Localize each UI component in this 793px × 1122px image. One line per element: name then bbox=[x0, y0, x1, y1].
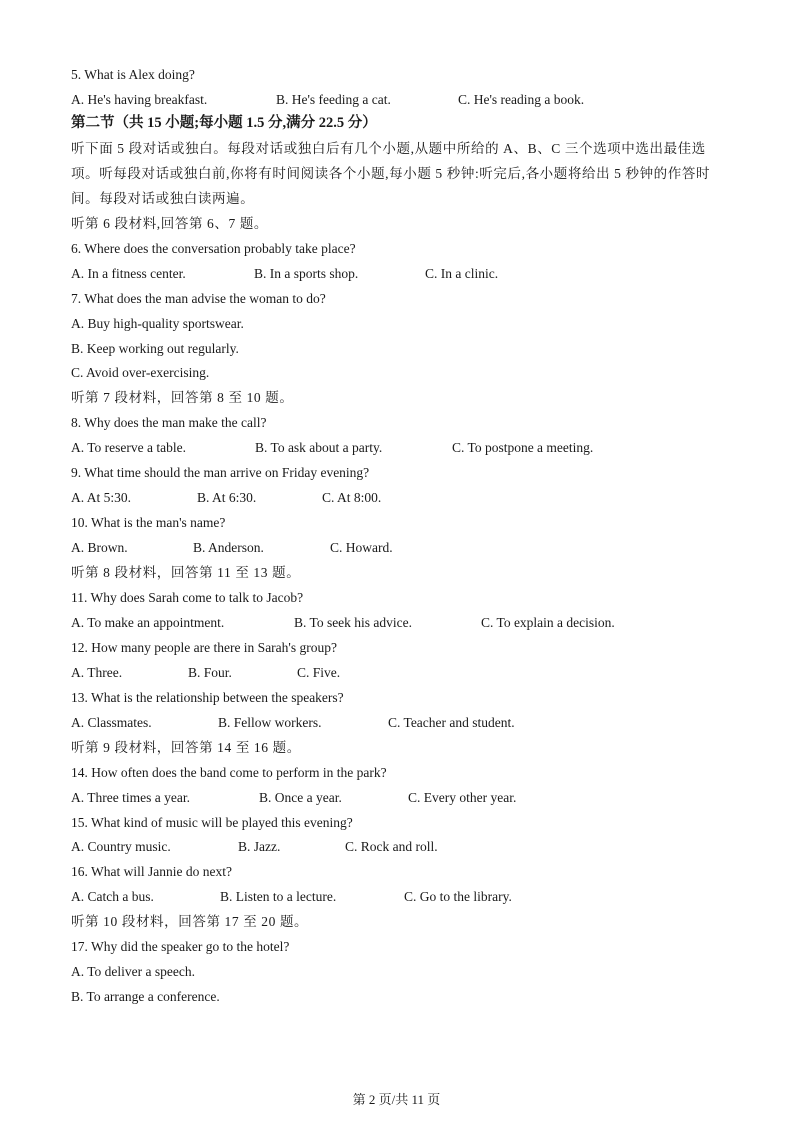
question-11-option-a: A. To make an appointment. bbox=[71, 615, 225, 630]
question-16-stem: 16. What will Jannie do next? bbox=[71, 864, 232, 879]
question-13-option-c: C. Teacher and student. bbox=[388, 715, 515, 730]
question-10-stem: 10. What is the man's name? bbox=[71, 515, 226, 530]
question-9-option-b: B. At 6:30. bbox=[197, 490, 257, 505]
question-6-option-a: A. In a fitness center. bbox=[71, 266, 186, 281]
passage-6-heading: 听第 6 段材料,回答第 6、7 题。 bbox=[71, 216, 269, 231]
question-10-option-c: C. Howard. bbox=[330, 540, 393, 555]
question-11-option-b: B. To seek his advice. bbox=[294, 615, 413, 630]
question-12-option-c: C. Five. bbox=[297, 665, 341, 680]
question-7-option-a: A. Buy high-quality sportswear. bbox=[71, 316, 244, 331]
question-17-option-b: B. To arrange a conference. bbox=[71, 989, 220, 1004]
question-17-stem: 17. Why did the speaker go to the hotel? bbox=[71, 939, 290, 954]
question-11-stem: 11. Why does Sarah come to talk to Jacob? bbox=[71, 590, 304, 605]
question-14-option-c: C. Every other year. bbox=[408, 790, 517, 805]
question-12-option-b: B. Four. bbox=[188, 665, 232, 680]
question-15-option-a: A. Country music. bbox=[71, 839, 171, 854]
question-15-option-b: B. Jazz. bbox=[238, 839, 281, 854]
question-13-option-b: B. Fellow workers. bbox=[218, 715, 322, 730]
question-13-stem: 13. What is the relationship between the speakers? bbox=[71, 690, 344, 705]
page-footer: 第 2 页/共 11 页 bbox=[352, 1092, 441, 1107]
question-9-option-c: C. At 8:00. bbox=[322, 490, 382, 505]
question-13-option-a: A. Classmates. bbox=[71, 715, 152, 730]
question-8-option-c: C. To postpone a meeting. bbox=[452, 440, 594, 455]
question-6-option-c: C. In a clinic. bbox=[425, 266, 499, 281]
question-14-stem: 14. How often does the band come to perform in the park? bbox=[71, 765, 387, 780]
question-6-option-b: B. In a sports shop. bbox=[254, 266, 359, 281]
question-6-stem: 6. Where does the conversation probably take place? bbox=[71, 241, 356, 256]
passage-9-heading: 听第 9 段材料，回答第 14 至 16 题。 bbox=[71, 740, 301, 755]
question-12-option-a: A. Three. bbox=[71, 665, 123, 680]
question-7-stem: 7. What does the man advise the woman to do? bbox=[71, 291, 326, 306]
question-16-option-c: C. Go to the library. bbox=[404, 889, 512, 904]
passage-10-heading: 听第 10 段材料，回答第 17 至 20 题。 bbox=[71, 914, 309, 929]
question-15-stem: 15. What kind of music will be played this evening? bbox=[71, 815, 353, 830]
question-5-option-a: A. He's having breakfast. bbox=[71, 92, 208, 107]
question-10-option-b: B. Anderson. bbox=[193, 540, 264, 555]
question-8-stem: 8. Why does the man make the call? bbox=[71, 415, 267, 430]
question-12-stem: 12. How many people are there in Sarah's group? bbox=[71, 640, 337, 655]
question-8-option-b: B. To ask about a party. bbox=[255, 440, 383, 455]
question-5-option-b: B. He's feeding a cat. bbox=[276, 92, 391, 107]
question-7-option-b: B. Keep working out regularly. bbox=[71, 341, 239, 356]
passage-8-heading: 听第 8 段材料，回答第 11 至 13 题。 bbox=[71, 565, 301, 580]
passage-7-heading: 听第 7 段材料，回答第 8 至 10 题。 bbox=[71, 390, 294, 405]
question-8-option-a: A. To reserve a table. bbox=[71, 440, 187, 455]
instructions-line-2: 项。听每段对话或独白前,你将有时间阅读各个小题,每小题 5 秒钟:听完后,各小题将给出 5 秒钟的作答时 bbox=[71, 166, 711, 181]
question-17-option-a: A. To deliver a speech. bbox=[71, 964, 196, 979]
question-14-option-a: A. Three times a year. bbox=[71, 790, 190, 805]
question-9-stem: 9. What time should the man arrive on Friday evening? bbox=[71, 465, 370, 480]
question-7-option-c: C. Avoid over-exercising. bbox=[71, 365, 210, 380]
question-11-option-c: C. To explain a decision. bbox=[481, 615, 615, 630]
question-15-option-c: C. Rock and roll. bbox=[345, 839, 438, 854]
instructions-line-3: 间。每段对话或独白读两遍。 bbox=[71, 191, 255, 206]
question-5-option-c: C. He's reading a book. bbox=[458, 92, 585, 107]
question-14-option-b: B. Once a year. bbox=[259, 790, 342, 805]
section-title: 第二节（共 15 小题;每小题 1.5 分,满分 22.5 分） bbox=[71, 115, 377, 131]
question-16-option-b: B. Listen to a lecture. bbox=[220, 889, 337, 904]
question-10-option-a: A. Brown. bbox=[71, 540, 128, 555]
question-5-stem: 5. What is Alex doing? bbox=[71, 67, 195, 82]
instructions-line-1: 听下面 5 段对话或独白。每段对话或独白后有几个小题,从题中所给的 A、B、C 三个选项中选出最佳选 bbox=[71, 141, 706, 156]
question-16-option-a: A. Catch a bus. bbox=[71, 889, 154, 904]
question-9-option-a: A. At 5:30. bbox=[71, 490, 132, 505]
